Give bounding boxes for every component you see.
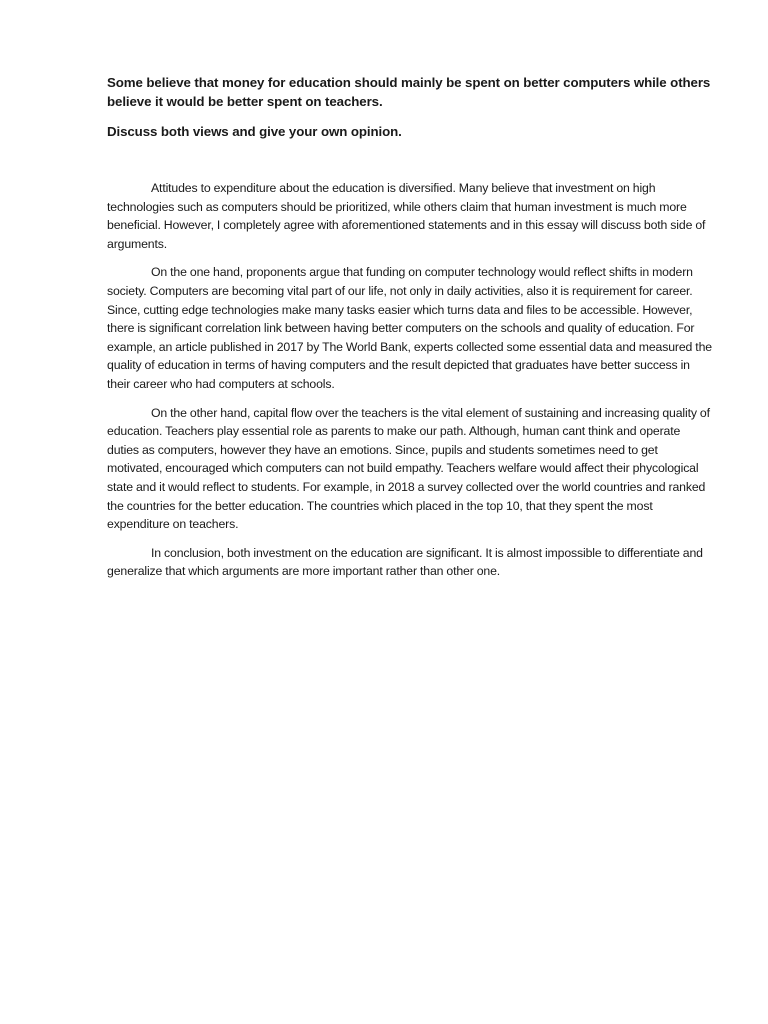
introduction-paragraph: Attitudes to expenditure about the education is diversified. Many believe that investment on high technologies such as computers should be prioritized, while others claim that human investment is much more beneficial. However, I completely agree with aforementioned statements and in this essay will discuss both side of arguments. — [107, 181, 706, 251]
essay-question: Some believe that money for education should mainly be spent on better computers while others believe it would be better spent on teachers. — [107, 75, 711, 109]
essay-instruction: Discuss both views and give your own opinion. — [107, 124, 402, 139]
body-paragraph-computers: On the one hand, proponents argue that funding on computer technology would reflect shifts in modern society. Computers are becoming vital part of our life, not only in daily activities, also it is requirement for career. Since, cutting edge technologies make many tasks easier which turns data and files to be accessible. However, there is significant correlation link between having better computers on the schools and quality of education. For example, an article published in 2017 by The World Bank, experts collected some essential data and measured the quality of education in terms of having computers and the result depicted that graduates have better success in their career who had computers at schools. — [107, 265, 712, 391]
essay-text — [107, 179, 712, 581]
document-body — [107, 73, 712, 591]
conclusion-paragraph: In conclusion, both investment on the education are significant. It is almost impossible to differentiate and generalize that which arguments are more important rather than other one. — [107, 545, 703, 579]
body-paragraph-teachers: On the other hand, capital flow over the teachers is the vital element of sustaining and increasing quality of education. Teachers play essential role as parents to make our path. Although, human cant think and operate duties as computers, however they have an emotions. Since, pupils and students sometimes need to get motivated, encouraged which computers can not build empathy. Teachers welfare would affect their phycological state and it would reflect to students. For example, in 2018 a survey collected over the world countries and ranked the countries for the better education. The countries which placed in the top 10, that they spent the most expenditure on teachers. — [107, 405, 710, 532]
